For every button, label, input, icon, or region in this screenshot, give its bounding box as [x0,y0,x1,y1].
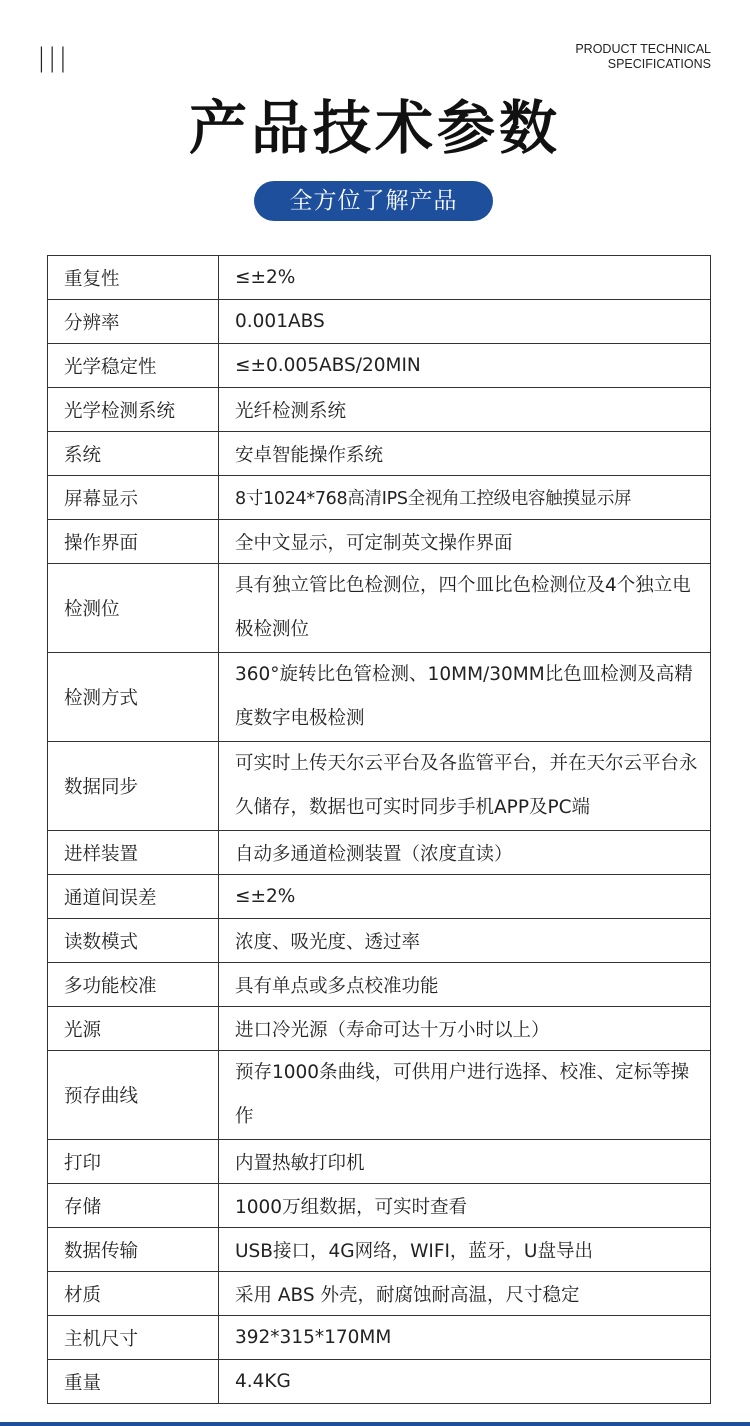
table-row [48,344,711,388]
spec-key: 存储 [48,1184,219,1228]
table-row [48,875,711,919]
english-label-line-2: SPECIFICATIONS [607,57,711,71]
spec-key: 数据同步 [48,742,219,831]
spec-key: 数据传输 [48,1228,219,1272]
table-row [48,300,711,344]
spec-value: 360°旋转比色管检测、10MM/30MM比色皿检测及高精度数字电极检测 [219,653,711,742]
spec-value: ≤±2% [219,875,711,919]
spec-value: USB接口，4G网络，WIFI，蓝牙，U盘导出 [219,1228,711,1272]
table-row [48,564,711,653]
spec-value: 1000万组数据，可实时查看 [219,1184,711,1228]
spec-key: 主机尺寸 [48,1316,219,1360]
spec-value: 4.4KG [219,1360,711,1404]
page-title: 产品技术参数 [188,94,561,162]
spec-key: 检测方式 [48,653,219,742]
spec-value: 预存1000条曲线，可供用户进行选择、校准、定标等操作 [219,1051,711,1140]
spec-value: 进口冷光源（寿命可达十万小时以上） [219,1007,711,1051]
spec-key: 屏幕显示 [48,476,219,520]
spec-key: 光学稳定性 [48,344,219,388]
english-section-label [491,42,711,72]
spec-value: ≤±2% [219,256,711,300]
spec-value: 可实时上传天尔云平台及各监管平台，并在天尔云平台永久储存，数据也可实时同步手机APP及PC端 [219,742,711,831]
spec-value: 8寸1024*768高清IPS全视角工控级电容触摸显示屏 [219,476,711,520]
table-row [48,919,711,963]
table-row [48,742,711,831]
spec-key: 重复性 [48,256,219,300]
table-row [48,963,711,1007]
table-row [48,520,711,564]
decorative-bars-mark: ||| [37,43,70,73]
subtitle-badge: 全方位了解产品 [254,181,493,221]
spec-key: 分辨率 [48,300,219,344]
table-row [48,1228,711,1272]
table-row [48,432,711,476]
spec-table [47,255,711,1404]
table-row [48,388,711,432]
spec-value: 具有单点或多点校准功能 [219,963,711,1007]
spec-value: 浓度、吸光度、透过率 [219,919,711,963]
table-row [48,1007,711,1051]
table-row [48,1316,711,1360]
spec-key: 光源 [48,1007,219,1051]
spec-value: ≤±0.005ABS/20MIN [219,344,711,388]
spec-key: 操作界面 [48,520,219,564]
table-row [48,256,711,300]
spec-value: 采用 ABS 外壳，耐腐蚀耐高温，尺寸稳定 [219,1272,711,1316]
bottom-accent-bar [0,1422,750,1426]
spec-value: 安卓智能操作系统 [219,432,711,476]
table-row [48,1140,711,1184]
table-row [48,1272,711,1316]
spec-key: 进样装置 [48,831,219,875]
table-row [48,1360,711,1404]
spec-value: 全中文显示，可定制英文操作界面 [219,520,711,564]
table-row [48,831,711,875]
spec-key: 读数模式 [48,919,219,963]
english-label-line-1: PRODUCT TECHNICAL [575,42,711,56]
spec-value: 内置热敏打印机 [219,1140,711,1184]
spec-key: 预存曲线 [48,1051,219,1140]
spec-key: 打印 [48,1140,219,1184]
spec-value: 0.001ABS [219,300,711,344]
spec-key: 重量 [48,1360,219,1404]
table-row [48,653,711,742]
spec-key: 多功能校准 [48,963,219,1007]
spec-key: 光学检测系统 [48,388,219,432]
spec-value: 自动多通道检测装置（浓度直读） [219,831,711,875]
spec-key: 通道间误差 [48,875,219,919]
spec-value: 光纤检测系统 [219,388,711,432]
spec-key: 材质 [48,1272,219,1316]
table-row [48,1051,711,1140]
table-row [48,476,711,520]
table-row [48,1184,711,1228]
spec-value: 具有独立管比色检测位，四个皿比色检测位及4个独立电极检测位 [219,564,711,653]
spec-value: 392*315*170MM [219,1316,711,1360]
spec-key: 检测位 [48,564,219,653]
spec-key: 系统 [48,432,219,476]
